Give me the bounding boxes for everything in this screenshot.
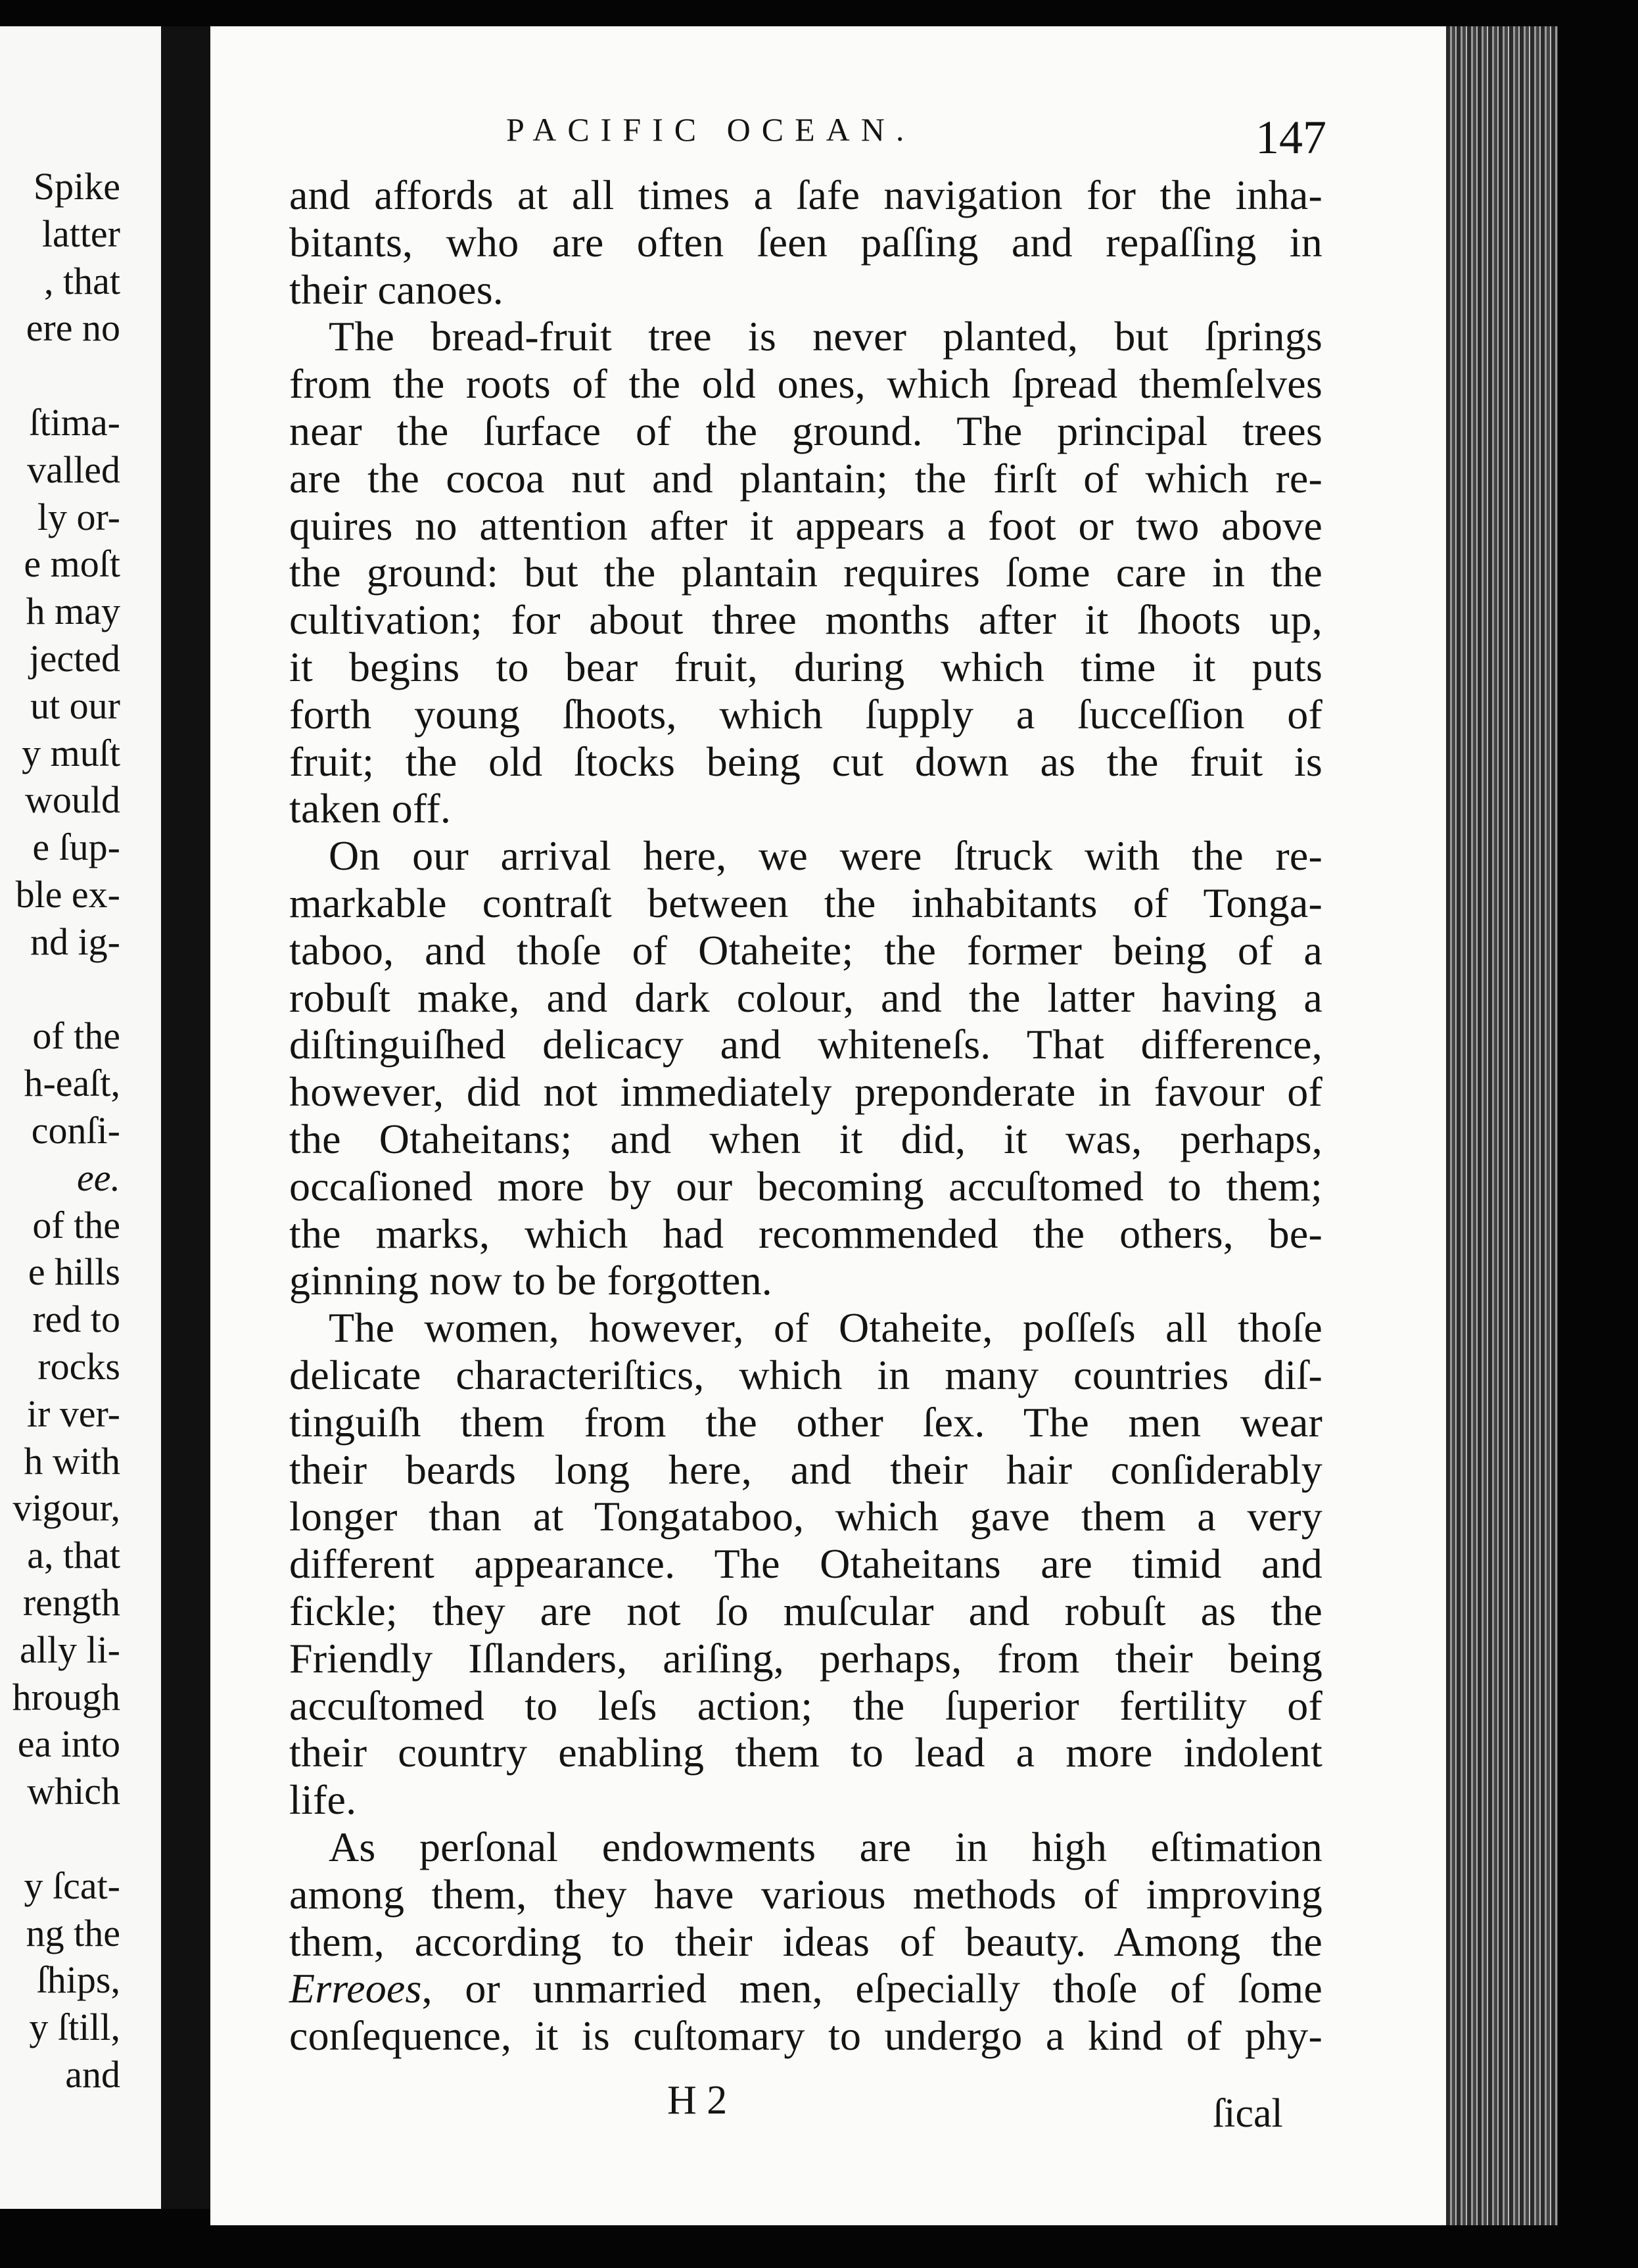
text-line: conſequence, it is cuſtomary to undergo a kind of phy- (289, 2012, 1322, 2060)
text-line: Friendly Iſlanders, ariſing, perhaps, from their being (289, 1634, 1322, 1682)
page-number: 147 (1255, 111, 1326, 164)
text-line: and affords at all times a ſafe navigation for the inha- (289, 172, 1322, 218)
text-line: their country enabling them to lead a more indolent (289, 1729, 1322, 1776)
left-page-line: ut our (30, 684, 120, 727)
left-page-line: ſhips, (36, 1958, 120, 2002)
left-page-line: nd ig- (30, 920, 120, 963)
text-line: diſtinguiſhed delicacy and whiteneſs. That difference, (289, 1021, 1322, 1068)
left-page-line: e ſup- (32, 826, 120, 869)
text-line: their beards long here, and their hair conſiderably (289, 1446, 1322, 1493)
running-header: PACIFIC OCEAN. (506, 111, 916, 148)
text-line: delicate characteriſtics, which in many countries diſ- (289, 1352, 1322, 1398)
left-page-line: and (65, 2053, 120, 2096)
left-page-line: e hills (28, 1250, 120, 1294)
left-page-line: red to (32, 1298, 120, 1341)
left-page-line: jected (29, 637, 120, 680)
left-page-line: hrough (12, 1675, 120, 1718)
text-line: The bread-fruit tree is never planted, but ſprings (329, 313, 1322, 360)
text-line: As perſonal endowments are in high eſtimation (329, 1824, 1322, 1870)
text-line: accuſtomed to leſs action; the ſuperior fertility of (289, 1682, 1322, 1729)
left-page-line: ally li- (19, 1628, 120, 1671)
text-line: markable contraſt between the inhabitants of Tonga- (289, 880, 1322, 926)
italic-term: Erreoes (289, 1965, 422, 2012)
text-line: however, did not immediately preponderate in favour of (289, 1068, 1322, 1116)
text-line: fickle; they are not ſo muſcular and robuſt as the (289, 1588, 1322, 1634)
text-line: cultivation; for about three months after it ſhoots up, (289, 596, 1322, 644)
left-page-line: e moſt (24, 542, 120, 586)
left-page-line: of the (32, 1014, 120, 1058)
left-page-line: ir ver- (26, 1392, 120, 1435)
left-page-line: valled (27, 448, 120, 491)
text-line: occaſioned more by our becoming accuſtomed to them; (289, 1162, 1322, 1210)
left-page-line: ly or- (37, 495, 120, 538)
left-page-line: ee. (77, 1156, 120, 1199)
left-page-line: y ſtill, (29, 2006, 120, 2049)
left-page-line: , that (44, 259, 120, 302)
page-edges (1446, 26, 1558, 2225)
text-line: from the roots of the old ones, which ſpread themſelves (289, 360, 1322, 408)
text-line: them, according to their ideas of beauty. Among the (289, 1918, 1322, 1965)
text-line: On our arrival here, we were ſtruck with the re- (329, 832, 1322, 880)
text-line: are the cocoa nut and plantain; the firſt of which re- (289, 454, 1322, 502)
text-line: robuſt make, and dark colour, and the latter having a (289, 974, 1322, 1021)
text-line: life. (289, 1776, 357, 1824)
left-page-line: ſtima- (29, 401, 120, 444)
text-line: taken off. (289, 785, 452, 832)
text-line: Erreoes, or unmarried men, eſpecially thoſe of ſome (289, 1965, 1322, 2012)
text-line: it begins to bear fruit, during which time it puts (289, 644, 1322, 690)
left-page-line: h may (26, 590, 120, 633)
previous-page-fragment (0, 26, 162, 2209)
text-line: different appearance. The Otaheitans are timid and (289, 1540, 1322, 1588)
left-page-line: which (27, 1770, 120, 1813)
left-page-line: conſi- (31, 1109, 120, 1152)
left-page-line: ble ex- (15, 873, 120, 916)
book-gutter (161, 26, 210, 2209)
text-line: forth young ſhoots, which ſupply a ſucceſſion of (289, 690, 1322, 738)
text-line: tinguiſh them from the other ſex. The men wear (289, 1398, 1322, 1446)
left-page-line: rength (22, 1581, 120, 1624)
text-line: taboo, and thoſe of Otaheite; the former being of a (289, 926, 1322, 974)
signature-mark: H 2 (667, 2078, 728, 2123)
text-line: The women, however, of Otaheite, poſſeſs all thoſe (329, 1304, 1322, 1352)
left-page-line: ea into (17, 1722, 120, 1766)
text-line: their canoes. (289, 266, 504, 313)
text-line: the ground: but the plantain requires ſome care in the (289, 549, 1322, 596)
catchword: ſical (1213, 2091, 1283, 2136)
left-page-line: rocks (37, 1345, 120, 1388)
left-page-line: h with (24, 1439, 120, 1482)
text-line: longer than at Tongataboo, which gave them a very (289, 1493, 1322, 1540)
left-page-line: a, that (27, 1534, 120, 1577)
left-page-line: y ſcat- (24, 1864, 120, 1907)
left-page-line: would (25, 778, 120, 822)
left-page-line: vigour, (12, 1486, 120, 1530)
left-page-line: of the (32, 1203, 120, 1246)
left-page-line: latter (41, 212, 120, 255)
text-line: the Otaheitans; and when it did, it was, perhaps, (289, 1116, 1322, 1162)
text-line: fruit; the old ſtocks being cut down as the fruit is (289, 738, 1322, 785)
text-line: among them, they have various methods of improving (289, 1870, 1322, 1918)
left-page-line: y muſt (22, 731, 120, 774)
text-line: bitants, who are often ſeen paſſing and repaſſing in (289, 218, 1322, 266)
left-page-line: ere no (26, 306, 120, 350)
left-page-line: Spike (33, 165, 120, 208)
left-page-line: ng the (26, 1911, 120, 1954)
text-line: quires no attention after it appears a foot or two above (289, 502, 1322, 549)
text-line: ginning now to be forgotten. (289, 1257, 773, 1304)
text-line: near the ſurface of the ground. The principal trees (289, 408, 1322, 454)
left-page-line: h-eaſt, (24, 1062, 120, 1105)
text-line: the marks, which had recommended the others, be- (289, 1210, 1322, 1257)
